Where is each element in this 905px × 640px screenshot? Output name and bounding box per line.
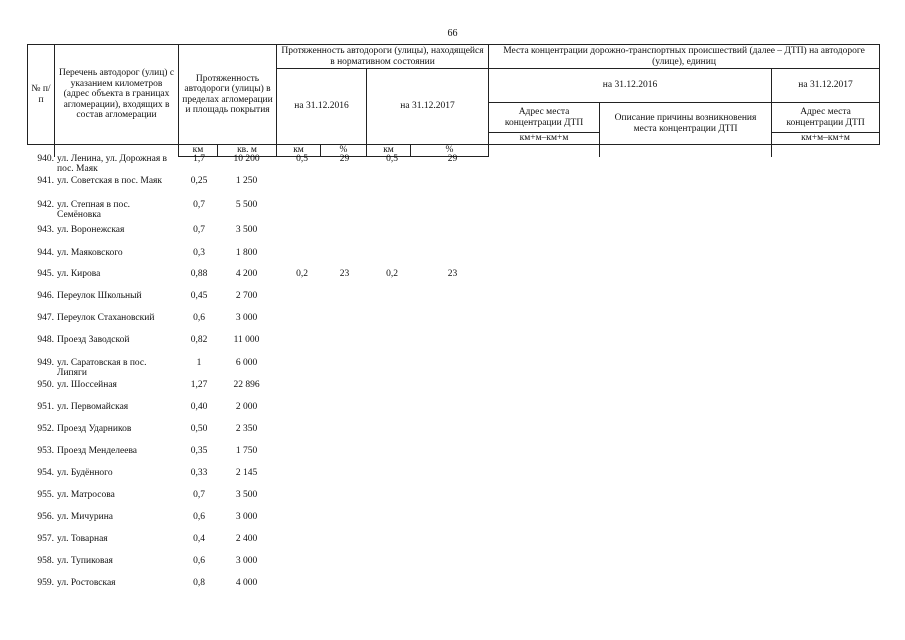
table-row <box>27 578 879 599</box>
row-number: 940. <box>37 154 54 164</box>
norm-pct-2016: 29 <box>339 154 350 164</box>
table-row <box>27 512 879 533</box>
table-row <box>27 176 879 197</box>
road-name: ул. Первомайская <box>57 402 129 412</box>
area-sqm: 3 500 <box>235 490 258 500</box>
road-name: ул. Ростовская <box>57 578 116 588</box>
road-name: Проезд Менделеева <box>57 446 138 456</box>
length-km: 0,7 <box>193 490 205 500</box>
norm-pct-2017: 23 <box>447 269 458 279</box>
table-row <box>27 200 879 221</box>
area-sqm: 1 250 <box>235 176 258 186</box>
area-sqm: 3 000 <box>235 313 258 323</box>
row-number: 950. <box>37 380 54 390</box>
area-sqm: 3 000 <box>235 512 258 522</box>
norm-pct-2017: 29 <box>447 154 458 164</box>
table-row <box>27 358 879 379</box>
road-name: ул. Товарная <box>57 534 108 544</box>
table-row <box>27 313 879 334</box>
road-name: ул. Маяковского <box>57 248 123 258</box>
norm-km-2017: 0,2 <box>386 269 398 279</box>
road-name: ул. Степная в пос. Семёновка <box>57 200 131 220</box>
road-name: ул. Будённого <box>57 468 113 478</box>
length-km: 0,82 <box>190 335 208 345</box>
area-sqm: 6 000 <box>235 358 258 368</box>
row-number: 946. <box>37 291 54 301</box>
road-name: ул. Саратовская в пос. Липяги <box>57 358 147 378</box>
row-number: 954. <box>37 468 54 478</box>
header-dtp-2016: на 31.12.2016 <box>489 69 772 103</box>
length-km: 0,3 <box>193 248 205 258</box>
length-km: 1,7 <box>193 154 205 164</box>
header-norm-2017: на 31.12.2017 <box>367 69 489 145</box>
length-km: 0,7 <box>193 225 205 235</box>
length-km: 0,45 <box>190 291 208 301</box>
norm-km-2016: 0,5 <box>296 154 308 164</box>
table-row <box>27 490 879 511</box>
table-row <box>27 468 879 489</box>
table-row <box>27 269 879 290</box>
norm-km-2016: 0,2 <box>296 269 308 279</box>
header-dtp-2017: на 31.12.2017 <box>772 69 880 103</box>
unit-km-2016: км <box>277 145 321 157</box>
length-km: 0,35 <box>190 446 208 456</box>
area-sqm: 4 200 <box>235 269 258 279</box>
row-number: 944. <box>37 248 54 258</box>
row-number: 959. <box>37 578 54 588</box>
area-sqm: 4 000 <box>235 578 258 588</box>
unit-range-2017: км+м–км+м <box>772 133 880 145</box>
length-km: 0,40 <box>190 402 208 412</box>
area-sqm: 3 000 <box>235 556 258 566</box>
area-sqm: 2 700 <box>235 291 258 301</box>
header-norm-2016: на 31.12.2016 <box>277 69 367 145</box>
table-row <box>27 225 879 246</box>
length-km: 0,4 <box>193 534 205 544</box>
unit-pct-2017: % <box>411 145 489 157</box>
row-number: 948. <box>37 335 54 345</box>
road-name: ул. Ленина, ул. Дорожная в пос. Маяк <box>57 154 168 174</box>
length-km: 0,88 <box>190 269 208 279</box>
road-name: ул. Матросова <box>57 490 115 500</box>
header-normative: Протяженность автодороги (улицы), находящейся в нормативном состоянии <box>277 45 489 69</box>
table-row <box>27 291 879 312</box>
length-km: 0,33 <box>190 468 208 478</box>
page-number: 66 <box>447 28 458 39</box>
area-sqm: 2 350 <box>235 424 258 434</box>
row-number: 958. <box>37 556 54 566</box>
row-number: 952. <box>37 424 54 434</box>
length-km: 0,8 <box>193 578 205 588</box>
table-row <box>27 446 879 467</box>
table-row <box>27 534 879 555</box>
road-name: ул. Кирова <box>57 269 101 279</box>
length-km: 1,27 <box>190 380 208 390</box>
road-name: ул. Тупиковая <box>57 556 113 566</box>
row-number: 945. <box>37 269 54 279</box>
area-sqm: 11 000 <box>233 335 260 345</box>
row-number: 942. <box>37 200 54 210</box>
table-row <box>27 402 879 423</box>
area-sqm: 2 000 <box>235 402 258 412</box>
norm-pct-2016: 23 <box>339 269 350 279</box>
row-number: 953. <box>37 446 54 456</box>
road-name: Проезд Заводской <box>57 335 130 345</box>
unit-pct-2016: % <box>321 145 367 157</box>
road-name: Переулок Стахановский <box>57 313 155 323</box>
table-row <box>27 556 879 577</box>
area-sqm: 2 400 <box>235 534 258 544</box>
area-sqm: 22 896 <box>233 380 260 390</box>
area-sqm: 2 145 <box>235 468 258 478</box>
unit-km: км <box>179 145 218 157</box>
area-sqm: 1 750 <box>235 446 258 456</box>
header-num: № п/п <box>28 45 55 145</box>
road-name: ул. Шоссейная <box>57 380 117 390</box>
road-name: Проезд Ударников <box>57 424 132 434</box>
area-sqm: 3 500 <box>235 225 258 235</box>
area-sqm: 1 800 <box>235 248 258 258</box>
table-row <box>27 335 879 356</box>
header-dtp: Места концентрации дорожно-транспортных происшествий (далее – ДТП) на автодороге (улице), единиц <box>489 45 880 69</box>
row-number: 956. <box>37 512 54 522</box>
row-number: 947. <box>37 313 54 323</box>
road-name: ул. Мичурина <box>57 512 114 522</box>
length-km: 0,50 <box>190 424 208 434</box>
length-km: 1 <box>196 358 202 368</box>
length-km: 0,6 <box>193 512 205 522</box>
road-name: ул. Советская в пос. Маяк <box>57 176 163 186</box>
header-dtp-address-2017: Адрес места концентрации ДТП <box>772 103 880 133</box>
table-row <box>27 248 879 269</box>
length-km: 0,25 <box>190 176 208 186</box>
area-sqm: 5 500 <box>235 200 258 210</box>
length-km: 0,6 <box>193 313 205 323</box>
table-row <box>27 380 879 401</box>
table-header <box>27 44 880 157</box>
road-name: ул. Воронежская <box>57 225 125 235</box>
header-dtp-address-2016: Адрес места концентрации ДТП <box>489 103 600 133</box>
length-km: 0,7 <box>193 200 205 210</box>
header-dtp-reason-2016: Описание причины возникновения места концентрации ДТП <box>600 103 772 145</box>
header-length: Протяженность автодороги (улицы) в пределах агломерации и площадь покрытия <box>179 45 277 145</box>
unit-km-2017: км <box>367 145 411 157</box>
row-number: 941. <box>37 176 54 186</box>
unit-sqm: кв. м <box>218 145 277 157</box>
area-sqm: 10 200 <box>233 154 260 164</box>
row-number: 957. <box>37 534 54 544</box>
table-row <box>27 154 879 175</box>
row-number: 955. <box>37 490 54 500</box>
length-km: 0,6 <box>193 556 205 566</box>
road-name: Переулок Школьный <box>57 291 142 301</box>
row-number: 949. <box>37 358 54 368</box>
row-number: 943. <box>37 225 54 235</box>
unit-range-2016: км+м–км+м <box>489 133 600 145</box>
norm-km-2017: 0,5 <box>386 154 398 164</box>
row-number: 951. <box>37 402 54 412</box>
table-row <box>27 424 879 445</box>
header-road-list: Перечень автодорог (улиц) с указанием километров (адрес объекта в границах агломерации), входящих в состав агломерации <box>55 45 179 145</box>
